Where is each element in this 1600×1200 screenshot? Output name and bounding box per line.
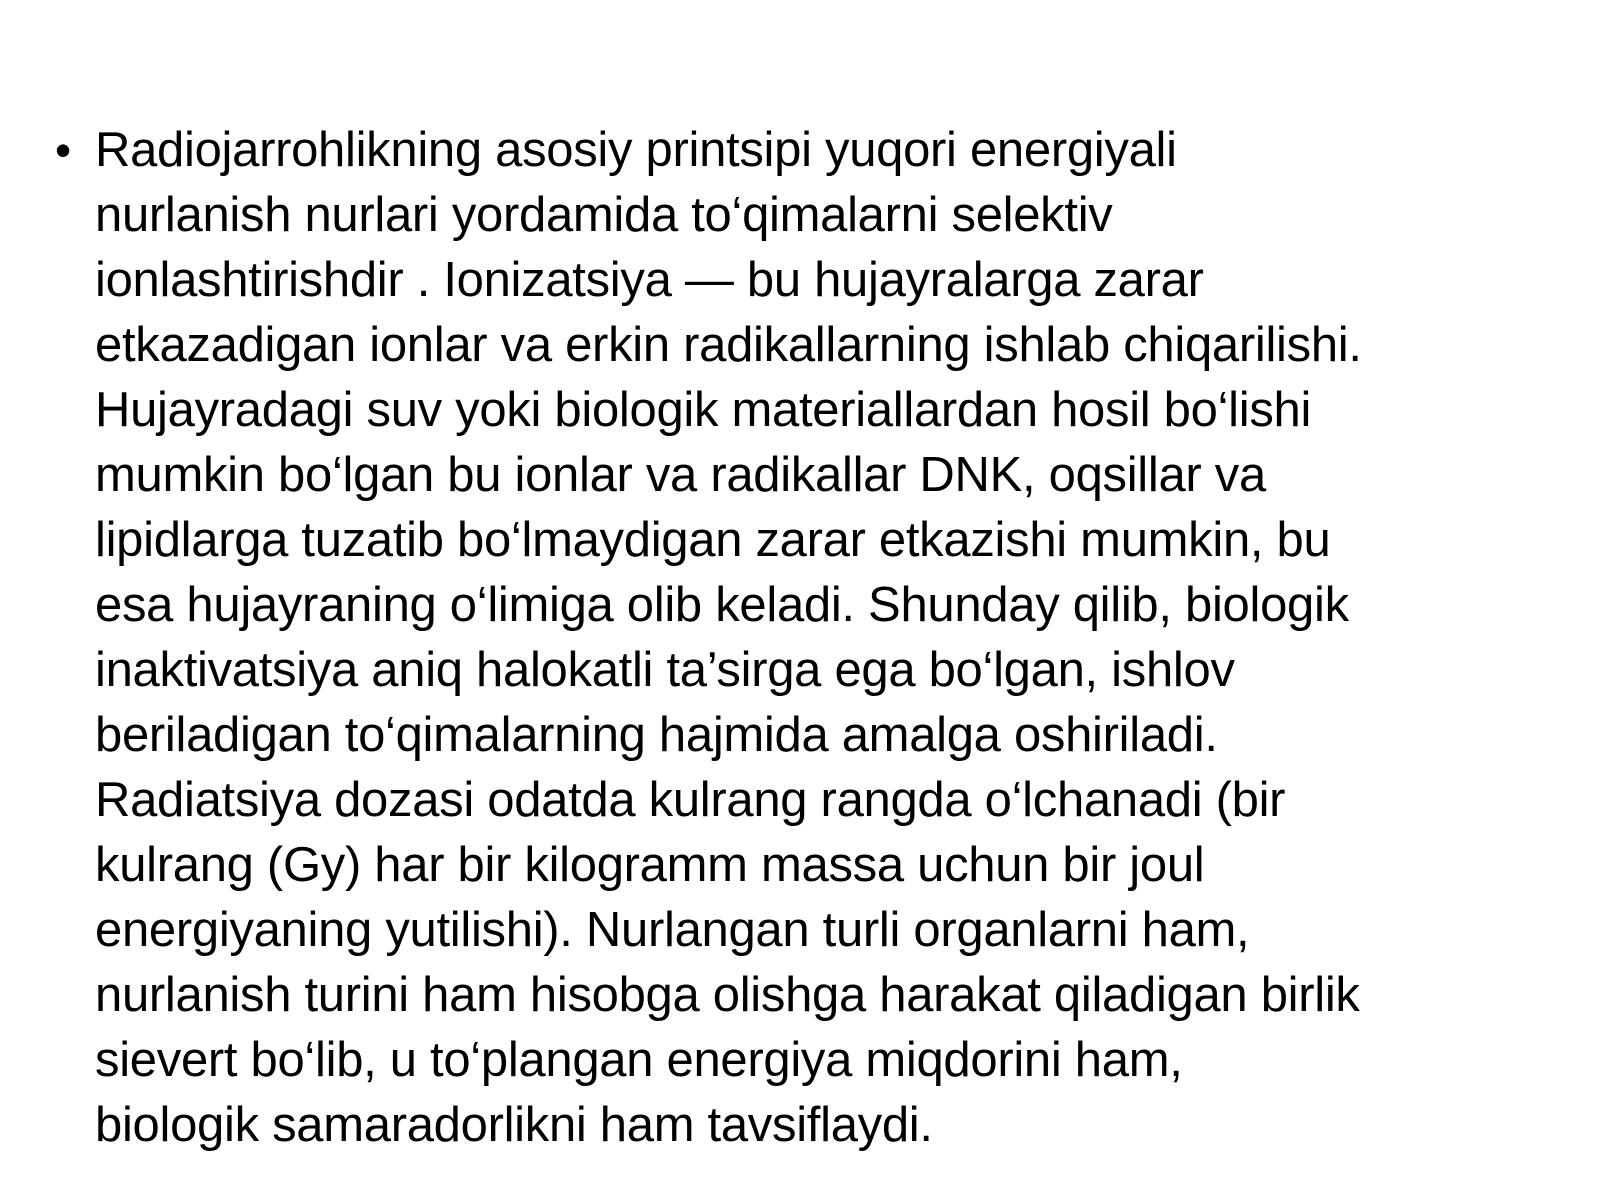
text-line: Hujayradagi suv yoki biologik materiallardan hosil bo‘lishi [95,383,1312,437]
text-line: mumkin bo‘lgan bu ionlar va radikallar DNK, oqsillar va [95,448,1266,502]
text-line: etkazadigan ionlar va erkin radikallarning ishlab chiqarilishi. [95,318,1362,372]
bullet-text [95,118,1565,1158]
text-line: beriladigan to‘qimalarning hajmida amalga oshiriladi. [95,708,1218,762]
bullet-marker-icon: • [55,124,72,176]
text-line: sievert bo‘lib, u to‘plangan energiya miqdorini ham, [95,1033,1183,1087]
text-line: biologik samaradorlikni ham tavsiflaydi. [95,1098,933,1152]
text-line: Radiatsiya dozasi odatda kulrang rangda o‘lchanadi (bir [95,773,1286,827]
text-line: energiyaning yutilishi). Nurlangan turli organlarni ham, [95,903,1250,957]
text-line: lipidlarga tuzatib bo‘lmaydigan zarar etkazishi mumkin, bu [95,513,1331,567]
text-line: esa hujayraning o‘limiga olib keladi. Shunday qilib, biologik [95,578,1349,632]
text-line: nurlanish turini ham hisobga olishga harakat qiladigan birlik [95,968,1360,1022]
text-line: inaktivatsiya aniq halokatli ta’sirga ega bo‘lgan, ishlov [95,643,1235,697]
bullet-list [55,118,1565,1158]
text-line: ionlashtirishdir . Ionizatsiya — bu hujayralarga zarar [95,253,1204,307]
text-line: Radiojarrohlikning asosiy printsipi yuqori energiyali [95,123,1177,177]
text-line: kulrang (Gy) har bir kilogramm massa uchun bir joul [95,838,1205,892]
text-line: nurlanish nurlari yordamida to‘qimalarni selektiv [95,188,1113,242]
bullet-item [55,118,1565,1158]
